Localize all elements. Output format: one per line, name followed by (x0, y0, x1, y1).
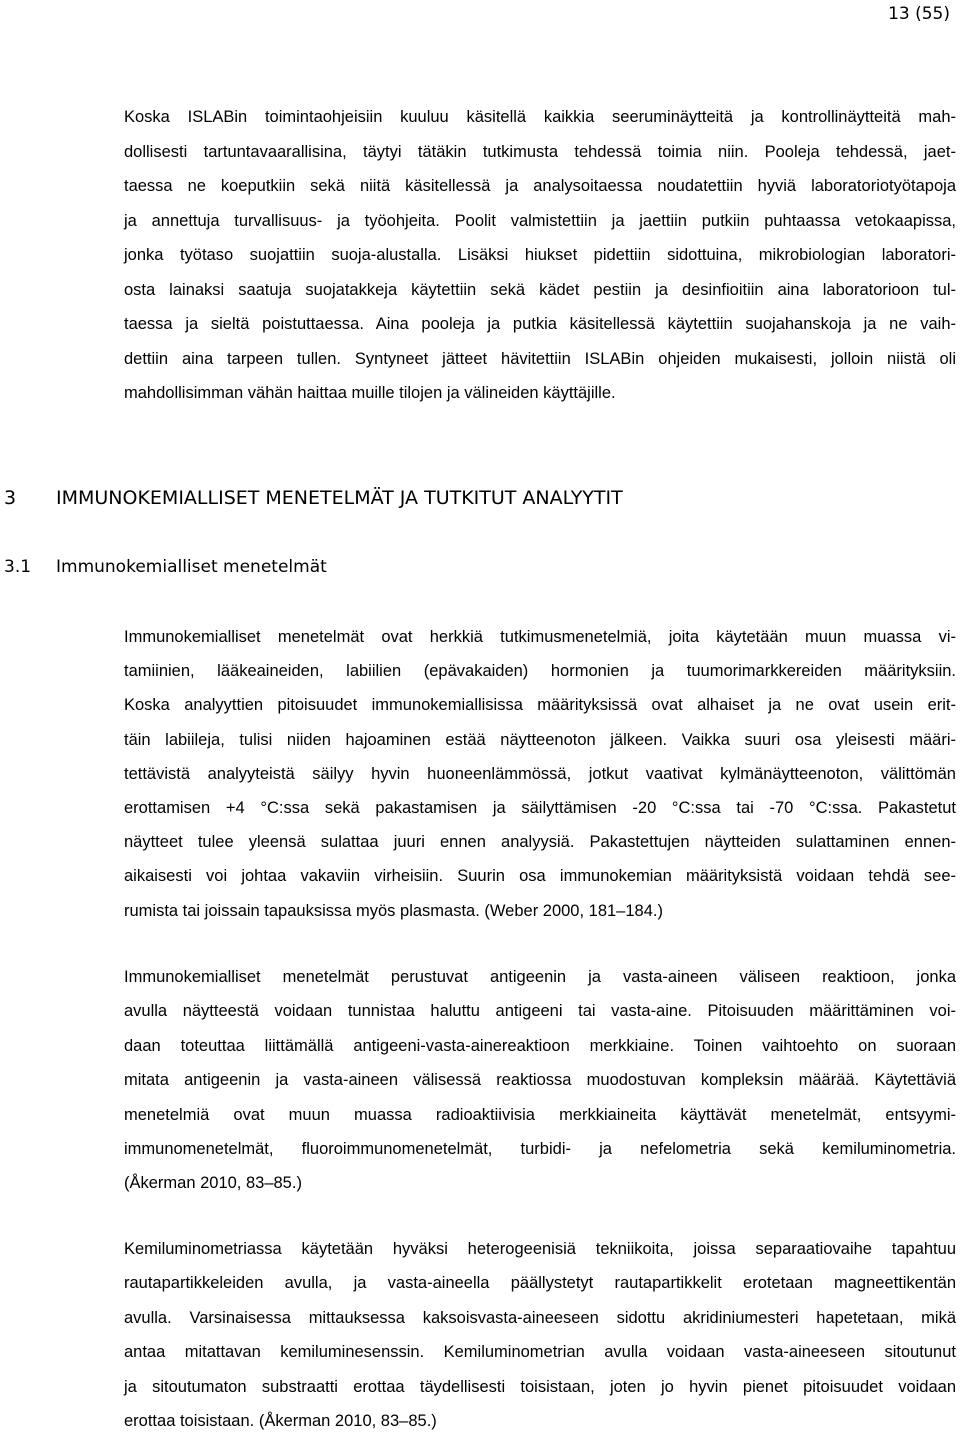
section-title: IMMUNOKEMIALLISET MENETELMÄT JA TUTKITUT ANALYYTIT (56, 487, 623, 509)
text-line: Koska ISLABin toimintaohjeisiin kuuluu käsitellä kaikkia seeruminäytteitä ja kontrollinäytteitä mah- (124, 108, 956, 126)
paragraph-chemiluminometry (124, 1232, 956, 1438)
text-line: erottaa toisistaan. (Åkerman 2010, 83–85.) (124, 1412, 437, 1431)
text-line: rautapartikkeleiden avulla, ja vasta-aineella päällystetyt rautapartikkelit erotetaan magneettikentän (124, 1274, 956, 1293)
text-line: rumista tai joissain tapauksissa myös plasmasta. (Weber 2000, 181–184.) (124, 901, 663, 920)
text-line: immunomenetelmät, fluoroimmunomenetelmät, turbidi- ja nefelometria sekä kemiluminometria. (124, 1140, 956, 1159)
section-number: 3 (4, 487, 17, 509)
section-heading (4, 486, 623, 510)
text-line: taessa ne koeputkiin sekä niitä käsitellessä ja analysoitaessa noudatettiin hyviä laboratoriotyötapoja (124, 177, 956, 195)
text-line: avulla. Varsinaisessa mittauksessa kaksoisvasta-aineeseen sidottu akridiniumesteri hapetetaan, mikä (124, 1308, 956, 1327)
subsection-heading (4, 556, 327, 578)
text-line: mahdollisimman vähän haittaa muille tilojen ja välineiden käyttäjille. (124, 384, 616, 402)
subsection-number: 3.1 (4, 557, 32, 577)
text-line: dollisesti tartuntavaarallisina, täytyi tätäkin tutkimusta tehdessä toimia niin. Pooleja tehdessä, jaet- (124, 142, 956, 161)
paragraph-antigen-antibody (124, 960, 956, 1201)
text-line: daan toteuttaa liittämällä antigeeni-vasta-ainereaktioon merkkiaine. Toinen vaihtoehto on suoraan (124, 1036, 956, 1055)
text-line: tamiinien, lääkeaineiden, labiilien (epävakaiden) hormonien ja tuumorimarkkereiden määrityksiin. (124, 662, 956, 681)
text-line: menetelmiä ovat muun muassa radioaktiivisia merkkiaineita käyttävät menetelmät, entsyymi- (124, 1105, 956, 1124)
text-line: erottamisen +4 °C:ssa sekä pakastamisen ja säilyttämisen -20 °C:ssa tai -70 °C:ssa. Pakastetut (124, 799, 956, 818)
paragraph-immunochemical-methods (124, 620, 956, 928)
text-line: jonka työtaso suojattiin suoja-alustalla. Lisäksi hiukset pidettiin sidottuina, mikrobiologian laboratori- (124, 246, 956, 264)
text-line: taessa ja sieltä poistuttaessa. Aina pooleja ja putkia käsitellessä käytettiin suojahanskoja ja ne vaih- (124, 315, 956, 333)
text-line: täin labiileja, tulisi niiden hajoaminen estää näytteenoton jälkeen. Vaikka suuri osa yleisesti määri- (124, 730, 956, 749)
text-line: näytteet tulee yleensä sulattaa juuri ennen analyysiä. Pakastettujen näytteiden sulattaminen ennen- (124, 833, 956, 852)
text-line: dettiin aina tarpeen tullen. Syntyneet jätteet hävitettiin ISLABin ohjeiden mukaisesti, jolloin niistä oli (124, 349, 956, 368)
paragraph-lab-safety (124, 100, 956, 411)
text-line: Kemiluminometriassa käytetään hyväksi heterogeenisiä tekniikoita, joissa separaatiovaihe tapahtuu (124, 1240, 956, 1258)
text-line: mitata antigeenin ja vasta-aineen välisessä reaktiossa muodostuvan kompleksin määrää. Käytettäviä (124, 1071, 956, 1090)
text-line: ja annettuja turvallisuus- ja työohjeita. Poolit valmistettiin ja jaettiin putkiin puhtaassa vetokaapissa, (124, 211, 956, 230)
subsection-title: Immunokemialliset menetelmät (56, 557, 327, 577)
text-line: osta lainaksi saatuja suojatakkeja käytettiin sekä kädet pestiin ja desinfioitiin aina laboratorioon tul- (124, 280, 956, 299)
text-line: tettävistä analyyteistä säilyy hyvin huoneenlämmössä, jotkut vaativat kylmänäytteenoton, välittömän (124, 764, 956, 783)
text-line: antaa mitattavan kemiluminesenssin. Kemiluminometrian avulla voidaan vasta-aineeseen sitoutunut (124, 1343, 956, 1362)
page-number: 13 (55) (888, 4, 950, 24)
text-line: avulla näytteestä voidaan tunnistaa haluttu antigeeni tai vasta-aine. Pitoisuuden määrittäminen voi- (124, 1002, 956, 1021)
text-line: (Åkerman 2010, 83–85.) (124, 1174, 302, 1193)
text-line: aikaisesti voi johtaa vakaviin virheisiin. Suurin osa immunokemian määrityksistä voidaan tehdä see- (124, 867, 956, 886)
text-line: Immunokemialliset menetelmät perustuvat antigeenin ja vasta-aineen väliseen reaktioon, jonka (124, 968, 956, 986)
text-line: Koska analyyttien pitoisuudet immunokemiallisissa määrityksissä ovat alhaiset ja ne ovat usein erit- (124, 696, 956, 715)
text-line: ja sitoutumaton substraatti erottaa täydellisesti toisistaan, joten jo hyvin pienet pitoisuudet voidaan (124, 1377, 956, 1396)
text-line: Immunokemialliset menetelmät ovat herkkiä tutkimusmenetelmiä, joita käytetään muun muassa vi- (124, 628, 956, 646)
